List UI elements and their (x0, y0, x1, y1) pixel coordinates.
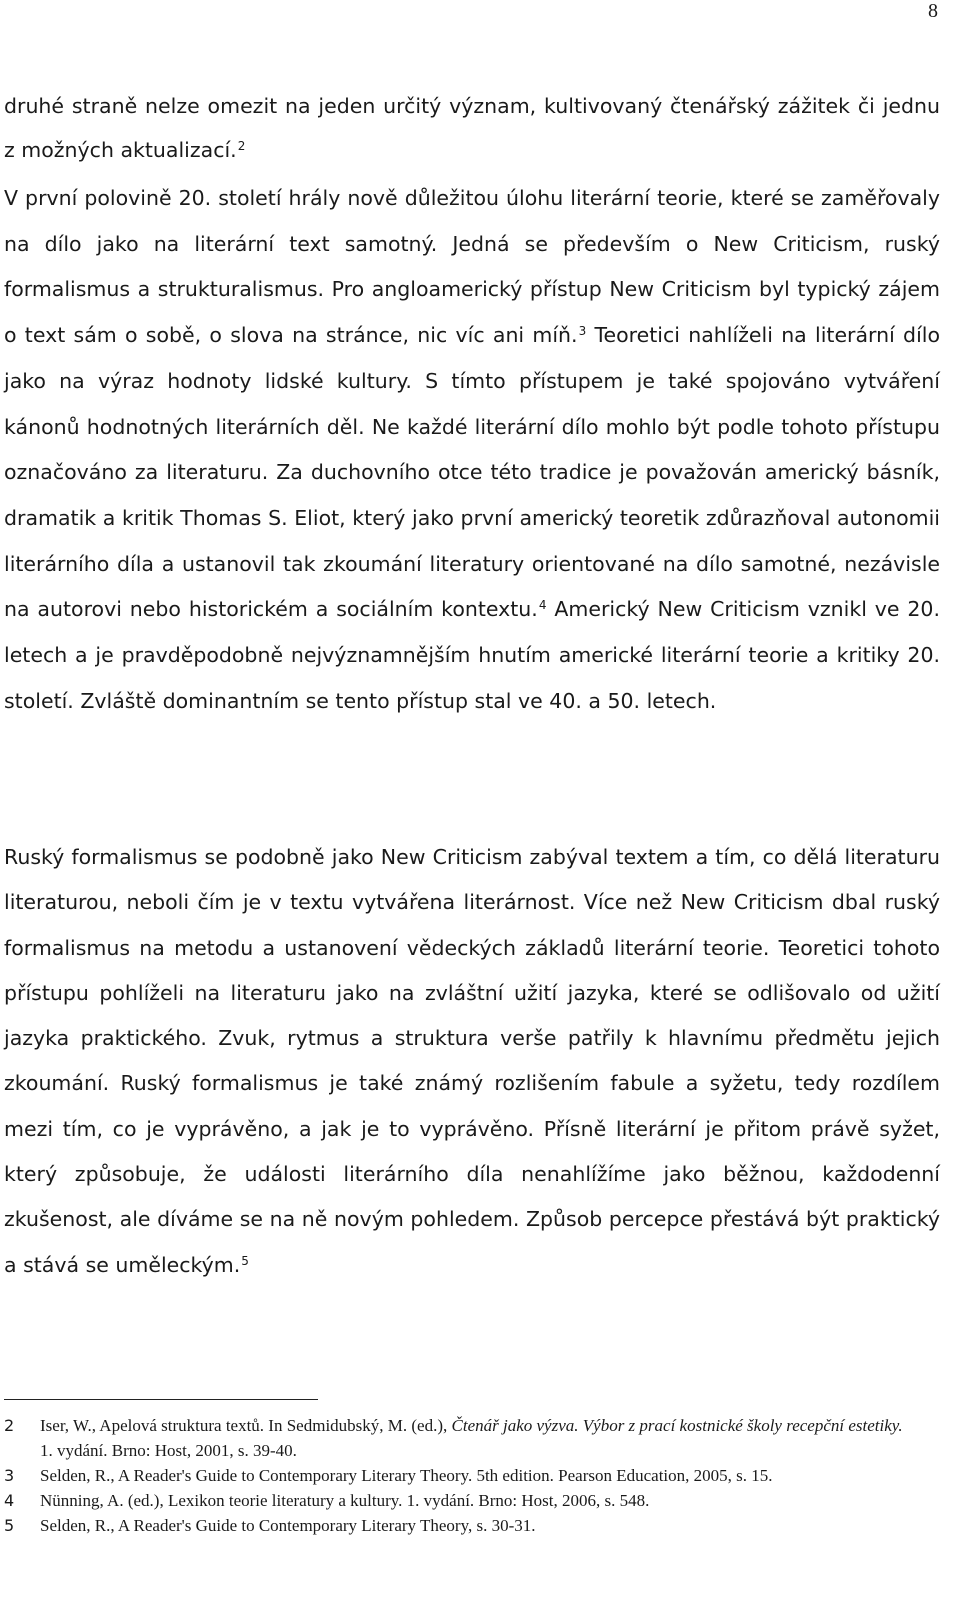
footnote-number: 3 (4, 1466, 15, 1485)
footnote-reference: 5 (241, 1253, 249, 1268)
footnote-reference: 4 (538, 598, 547, 613)
italic-title: Čtenář jako výzva. Výbor z prací kostnické školy recepční estetiky. (451, 1416, 903, 1435)
text-run: Ruský formalismus se podobně jako New Criticism zabýval textem a tím, co dělá literaturu literaturou, neboli čím je v textu vytvářena literárnost. Více než New Criticism dbal ruský formalismus na metodu a ustanovení vědeckých základů literární teorie. Teoretici tohoto přístupu pohlíželi na literaturu jako na zvláštní užití jazyka, které se odlišovalo od užití jazyka praktického. Zvuk, rytmus a struktura verše patřily k hlavnímu předmětu jejich zkoumání. Ruský formalismus je také známý rozlišením fabule a syžetu, tedy rozdílem mezi tím, co je vyprávěno, a jak je to vyprávěno. Přísně literární je přitom právě syžet, který způsobuje, že události literárního díla nenahlížíme jako běžnou, každodenní zkušenost, ale díváme se na ně novým pohledem. Způsob percepce přestává být praktický a stává se uměleckým. (4, 845, 940, 1277)
paragraph (4, 176, 940, 724)
footnote (4, 1413, 904, 1463)
text-run: Iser, W., Apelová struktura textů. In Sedmidubský, M. (ed.), (40, 1416, 452, 1435)
footnote-number: 5 (4, 1516, 15, 1535)
footnote-number: 2 (4, 1416, 15, 1435)
footnote (4, 1513, 904, 1538)
text-run: Teoretici nahlíželi na literární dílo jako na výraz hodnoty lidské kultury. S tímto přístupem je také spojováno vytváření kánonů hodnotných literárních děl. Ne každé literární dílo mohlo být podle tohoto přístupu označováno za literaturu. Za duchovního otce této tradice je považován americký básník, dramatik a kritik Thomas S. Eliot, který jako první americký teoretik zdůrazňoval autonomii literárního díla a ustanovil tak zkoumání literatury orientované na dílo samotné, nezávisle na autorovi nebo historickém a sociálním kontextu. (4, 323, 941, 622)
text-run: Americký New Criticism vznikl ve 20. letech a je pravděpodobně nejvýznamnějším hnutím americké literární teorie a kritiky 20. století. Zvláště dominantním se tento přístup stal ve 40. a 50. letech. (4, 597, 940, 713)
text-run: 1. vydání. Brno: Host, 2001, s. 39-40. (40, 1441, 297, 1460)
text-run: Nünning, A. (ed.), Lexikon teorie literatury a kultury. 1. vydání. Brno: Host, 2006, s. 548. (40, 1491, 650, 1510)
footnote-number: 4 (4, 1491, 15, 1510)
text-run: V první polovině 20. století hrály nově důležitou úlohu literární teorie, které se zaměřovaly na dílo jako na literární text samotný. Jedná se především o New Criticism, ruský formalismus a strukturalismus. Pro angloamerický přístup New Criticism byl typický zájem o text sám o sobě, o slova na stránce, nic víc ani míň. (4, 186, 940, 348)
page-number: 8 (928, 0, 938, 22)
footnote (4, 1463, 904, 1488)
footnote-reference: 3 (578, 324, 587, 339)
footnote-separator (4, 1399, 318, 1400)
text-run: Selden, R., A Reader's Guide to Contemporary Literary Theory, s. 30-31. (40, 1516, 536, 1535)
paragraph (4, 835, 940, 1288)
footnotes (4, 1413, 904, 1538)
paragraph (4, 84, 940, 172)
footnote-reference: 2 (237, 139, 246, 153)
text-run: druhé straně nelze omezit na jeden určitý význam, kultivovaný čtenářský zážitek či jednu z možných aktualizací. (4, 94, 940, 162)
footnote (4, 1488, 904, 1513)
text-run: Selden, R., A Reader's Guide to Contemporary Literary Theory. 5th edition. Pearson Education, 2005, s. 15. (40, 1466, 773, 1485)
